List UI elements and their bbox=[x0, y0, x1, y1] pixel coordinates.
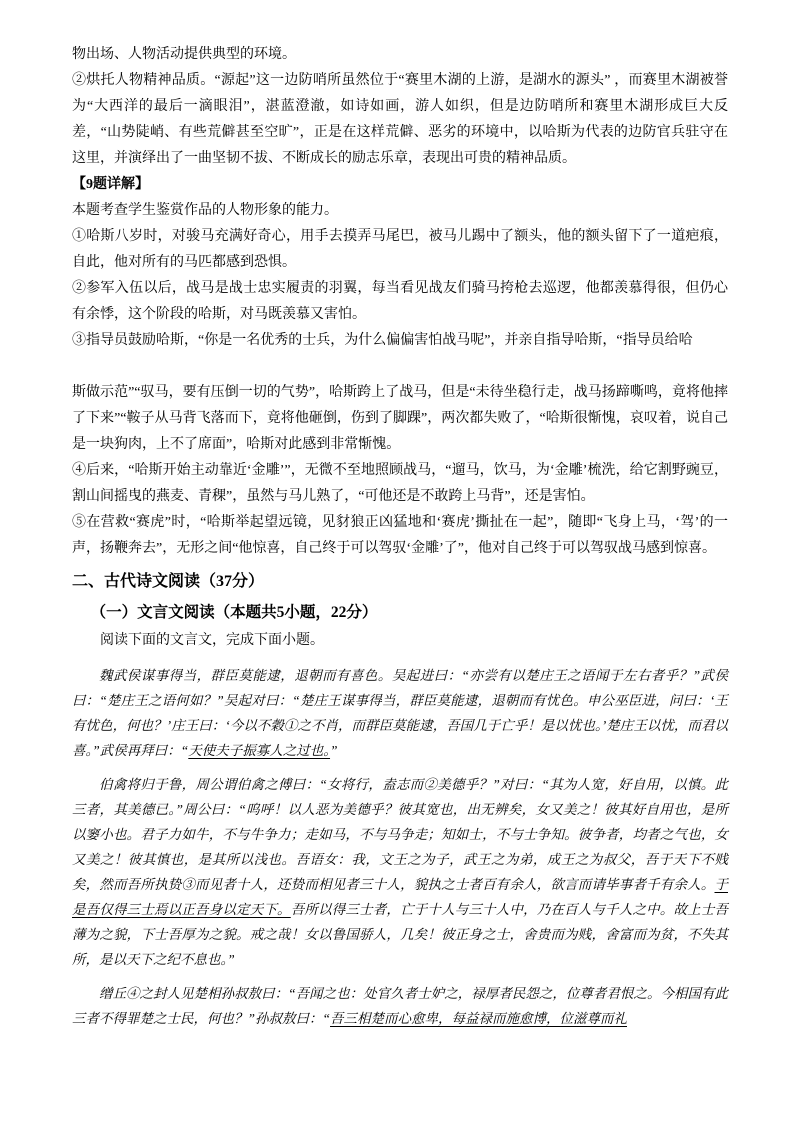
text-run: 伯禽将归于鲁，周公谓伯禽之傅曰：“女将行，盍志而②美德乎？”对曰：“其为人宽，好自用，以慎。此三者，其美德已。”周公曰：“呜呼！以人恶为美德乎？彼其宽也，出无辨矣，女又美之！彼其好自用也，是所以窭小也。君子力如牛，不与牛争力；走如马，不与马争走；知如士，不与士争知。彼争者，均者之气也，女又美之！彼其慎也，是其所以浅也。吾语女：我，文王之为子，武王之为弟，成王之为叔父，吾于天下不贱矣，然而吾所执贽③而见者十人，还贽而相见者三十人，貌执之士者百有余人，欲言而请毕事者千有余人。 bbox=[72, 777, 728, 892]
text-run: 斯做示范”“驭马，要有压倒一切的气势”，哈斯跨上了战马，但是“未待坐稳行走，战马扬蹄嘶鸣，竟将他摔了下来”“鞍子从马背飞落而下，竟将他砸倒，伤到了脚踝”，两次都失败了，“哈斯很惭愧，哀叹着，说自己是一块狗肉，上不了席面”，哈斯对此感到非常惭愧。 bbox=[72, 385, 728, 452]
paragraph-point-1 bbox=[72, 224, 728, 276]
classical-passage-2 bbox=[72, 772, 728, 972]
paragraph-point-3-part-2 bbox=[72, 380, 728, 458]
text-run: ③指导员鼓励哈斯，“你是一名优秀的士兵，为什么偏偏害怕战马呢”，并亲自指导哈斯，“指导员给哈 bbox=[72, 333, 693, 348]
text-run: 【9题详解】 bbox=[72, 177, 149, 192]
subsection-heading-classical-chinese bbox=[72, 598, 728, 628]
text-run: ①哈斯八岁时，对骏马充满好奇心，用手去摸弄马尾巴，被马儿踢中了额头，他的额头留下了一道疤痕，自此，他对所有的马匹都感到恐惧。 bbox=[72, 229, 728, 270]
text-run: 缯丘④之封人见楚相孙叔敖曰：“吾闻之也：处官久者士妒之，禄厚者民怨之，位尊者君恨之。今相国有此三者不得罪楚之士民，何也？”孙叔敖曰：“ bbox=[72, 986, 728, 1026]
blank-line bbox=[72, 354, 728, 380]
paragraph-point-3-part-1 bbox=[72, 328, 728, 354]
paragraph-exam-point bbox=[72, 198, 728, 224]
text-run: 二、古代诗文阅读（37分） bbox=[72, 573, 265, 590]
text-run: 阅读下面的文言文，完成下面小题。 bbox=[100, 633, 324, 648]
paragraph-point-4 bbox=[72, 458, 728, 510]
text-run: 本题考查学生鉴赏作品的人物形象的能力。 bbox=[72, 203, 338, 218]
text-run: ” bbox=[330, 743, 338, 758]
paragraph-point-2 bbox=[72, 276, 728, 328]
text-run: （一）文言文阅读（本题共5小题，22分） bbox=[90, 604, 378, 621]
paragraph-point-5 bbox=[72, 510, 728, 562]
text-run: 物出场、人物活动提供典型的环境。 bbox=[72, 47, 296, 62]
classical-passage-3 bbox=[72, 981, 728, 1031]
question-9-explanation-label bbox=[72, 172, 728, 198]
reading-instruction bbox=[72, 628, 728, 654]
underlined-text: 于是吾仅得三士焉以正吾身以定天下。 bbox=[72, 877, 728, 917]
text-run: 魏武侯谋事得当，群臣莫能逮，退朝而有喜色。吴起进曰：“亦尝有以楚庄王之语闻于左右者乎？”武侯曰：“楚庄王之语何如？”吴起对曰：“楚庄王谋事得当，群臣莫能逮，退朝而有忧色。申公巫臣进，问曰：‘王有忧色，何也？’庄王曰：‘今以不穀①之不肖，而群臣莫能逮，吾国几于亡乎！是以忧也。’楚庄王以忧，而君以喜。”武侯再拜曰：“ bbox=[72, 668, 728, 758]
text-run: ⑤在营救“赛虎”时，“哈斯举起望远镜，见豺狼正凶猛地和‘赛虎’撕扯在一起”，随即“飞身上马，‘驾’的一声，扬鞭奔去”，无形之间“他惊喜，自己终于可以驾驭‘金雕’了”，他对自己终于可以驾驭战马感到惊喜。 bbox=[72, 515, 728, 556]
text-run: ②烘托人物精神品质。“源起”这一边防哨所虽然位于“赛里木湖的上游，是湖水的源头” ，而赛里木湖被誉为“大西洋的最后一滴眼泪”，湛蓝澄澈，如诗如画，游人如织，但是边防哨所和赛里木湖形成巨大反差，“山势陡峭、有些荒僻甚至空旷”，正是在这样荒僻、恶劣的环境中，以哈斯为代表的边防官兵驻守在这里，并演绎出了一曲坚韧不拔、不断成长的励志乐章，表现出可贵的精神品质。 bbox=[72, 73, 728, 166]
text-run: ②参军入伍以后，战马是战士忠实履责的羽翼，每当看见战友们骑马挎枪去巡逻，他都羡慕得很，但仍心有余悸，这个阶段的哈斯，对马既羡慕又害怕。 bbox=[72, 281, 728, 322]
classical-passage-1 bbox=[72, 663, 728, 763]
document-content bbox=[72, 42, 728, 1031]
text-run: ④后来，“哈斯开始主动靠近‘金雕’”，无微不至地照顾战马，“遛马，饮马，为‘金雕’梳洗，给它割野豌豆，割山间摇曳的燕麦、青稞”，虽然与马儿熟了，“可他还是不敢跨上马背”，还是害怕。 bbox=[72, 463, 728, 504]
paragraph-analysis-2 bbox=[72, 68, 728, 172]
underlined-text: 吾三相楚而心愈卑，每益禄而施愈博，位滋尊而礼 bbox=[330, 1011, 628, 1026]
section-heading-ancient-reading bbox=[72, 566, 728, 598]
text-run: 吾所以得三士者，亡于十人与三十人中，乃在百人与千人之中。故上士吾薄为之貌，下士吾厚为之貌。戒之哉！女以鲁国骄人，几矣！彼正身之士，舍贵而为贱，舍富而为贫，不失其所，是以天下之纪不息也。” bbox=[72, 902, 729, 967]
underlined-text: 天使夫子振寡人之过也。 bbox=[188, 743, 331, 758]
paragraph-env-tail bbox=[72, 42, 728, 68]
